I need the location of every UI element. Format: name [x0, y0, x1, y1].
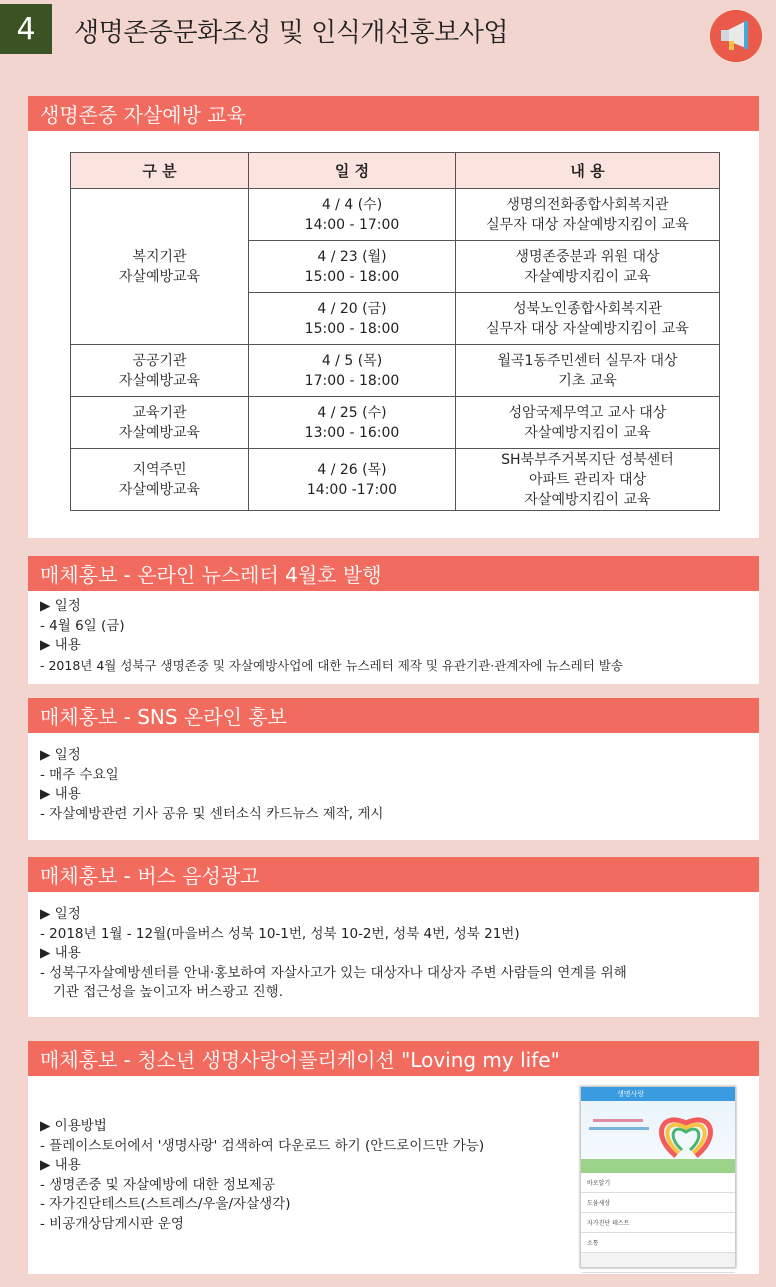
table-row: [71, 397, 720, 449]
column-header: 일 정: [249, 153, 456, 189]
section5-heading: 매체홍보 - 청소년 생명사랑어플리케이션 "Loving my life": [28, 1041, 759, 1076]
megaphone-icon: [710, 10, 762, 62]
table-row: [71, 449, 720, 511]
text-line: ▶ 일정: [40, 598, 81, 614]
category-cell: 복지기관 자살예방교육: [71, 189, 249, 345]
text-line: - 플레이스토어에서 '생명사랑' 검색하여 다운로드 하기 (안드로이드만 가능): [40, 1137, 485, 1154]
text-line: ▶ 일정: [40, 747, 81, 763]
app-menu-item: 소통: [581, 1233, 735, 1253]
category-cell: 공공기관 자살예방교육: [71, 345, 249, 397]
text-line: - 자가진단테스트(스트레스/우울/자살생각): [40, 1196, 291, 1212]
text-line: - 자살예방관련 기사 공유 및 센터소식 카드뉴스 제작, 게시: [40, 805, 384, 822]
content-cell: 생명의전화종합사회복지관 실무자 대상 자살예방지킴이 교육: [456, 189, 720, 241]
content-cell: 생명존중분과 위원 대상 자살예방지킴이 교육: [456, 241, 720, 293]
schedule-cell: 4 / 5 (목) 17:00 - 18:00: [249, 345, 456, 397]
section2-body: [40, 597, 623, 675]
app-menu-item: 바로알기: [581, 1173, 735, 1193]
schedule-cell: 4 / 26 (목) 14:00 -17:00: [249, 449, 456, 511]
category-cell: 지역주민 자살예방교육: [71, 449, 249, 511]
app-screenshot: [580, 1086, 736, 1268]
page-title: 생명존중문화조성 및 인식개선홍보사업: [74, 18, 509, 48]
text-line: - 비공개상담게시판 운영: [40, 1215, 184, 1232]
category-cell: 교육기관 자살예방교육: [71, 397, 249, 449]
section1-heading: 생명존중 자살예방 교육: [28, 96, 759, 131]
table-row: [71, 189, 720, 241]
section4-body: [40, 905, 627, 1003]
column-header: 내 용: [456, 153, 720, 189]
text-line: - 2018년 1월 - 12월(마을버스 성북 10-1번, 성북 10-2번, 성북 4번, 성북 21번): [40, 925, 520, 942]
text-line: 기관 접근성을 높이고자 버스광고 진행.: [40, 984, 283, 1000]
text-line: ▶ 내용: [40, 786, 81, 802]
schedule-cell: 4 / 23 (월) 15:00 - 18:00: [249, 241, 456, 293]
section2-heading: 매체홍보 - 온라인 뉴스레터 4월호 발행: [28, 556, 759, 591]
content-cell: 월곡1동주민센터 실무자 대상 기초 교육: [456, 345, 720, 397]
text-line: - 생명존중 및 자살예방에 대한 정보제공: [40, 1176, 275, 1193]
text-line: ▶ 일정: [40, 906, 81, 922]
section-number: 4: [0, 4, 52, 54]
text-line: - 2018년 4월 성북구 생명존중 및 자살예방사업에 대한 뉴스레터 제작 및 유관기관·관계자에 뉴스레터 발송: [40, 657, 623, 673]
app-menu-item: 도움세상: [581, 1193, 735, 1213]
section3-body: [40, 746, 383, 824]
text-line: ▶ 내용: [40, 637, 81, 653]
text-line: ▶ 내용: [40, 1157, 81, 1173]
app-menu-item: 자가진단 테스트: [581, 1213, 735, 1233]
column-header: 구 분: [71, 153, 249, 189]
schedule-cell: 4 / 25 (수) 13:00 - 16:00: [249, 397, 456, 449]
schedule-cell: 4 / 4 (수) 14:00 - 17:00: [249, 189, 456, 241]
schedule-table: [70, 152, 720, 511]
schedule-cell: 4 / 20 (금) 15:00 - 18:00: [249, 293, 456, 345]
text-line: ▶ 내용: [40, 945, 81, 961]
app-banner-image: [581, 1101, 735, 1173]
text-line: - 매주 수요일: [40, 766, 119, 783]
app-footer: [581, 1253, 735, 1267]
text-line: ▶ 이용방법: [40, 1118, 107, 1134]
content-cell: SH북부주거복지단 성북센터 아파트 관리자 대상 자살예방지킴이 교육: [456, 449, 720, 511]
text-line: - 4월 6일 (금): [40, 617, 125, 634]
section5-body: [40, 1117, 484, 1234]
table-row: [71, 345, 720, 397]
section3-heading: 매체홍보 - SNS 온라인 홍보: [28, 698, 759, 733]
content-cell: 성북노인종합사회복지관 실무자 대상 자살예방지킴이 교육: [456, 293, 720, 345]
section4-heading: 매체홍보 - 버스 음성광고: [28, 857, 759, 892]
content-cell: 성암국제무역고 교사 대상 자살예방지킴이 교육: [456, 397, 720, 449]
text-line: - 성북구자살예방센터를 안내·홍보하여 자살사고가 있는 대상자나 대상자 주변 사람들의 연계를 위해: [40, 964, 627, 981]
header: [0, 0, 776, 66]
app-topbar: 생명사랑: [581, 1087, 735, 1101]
